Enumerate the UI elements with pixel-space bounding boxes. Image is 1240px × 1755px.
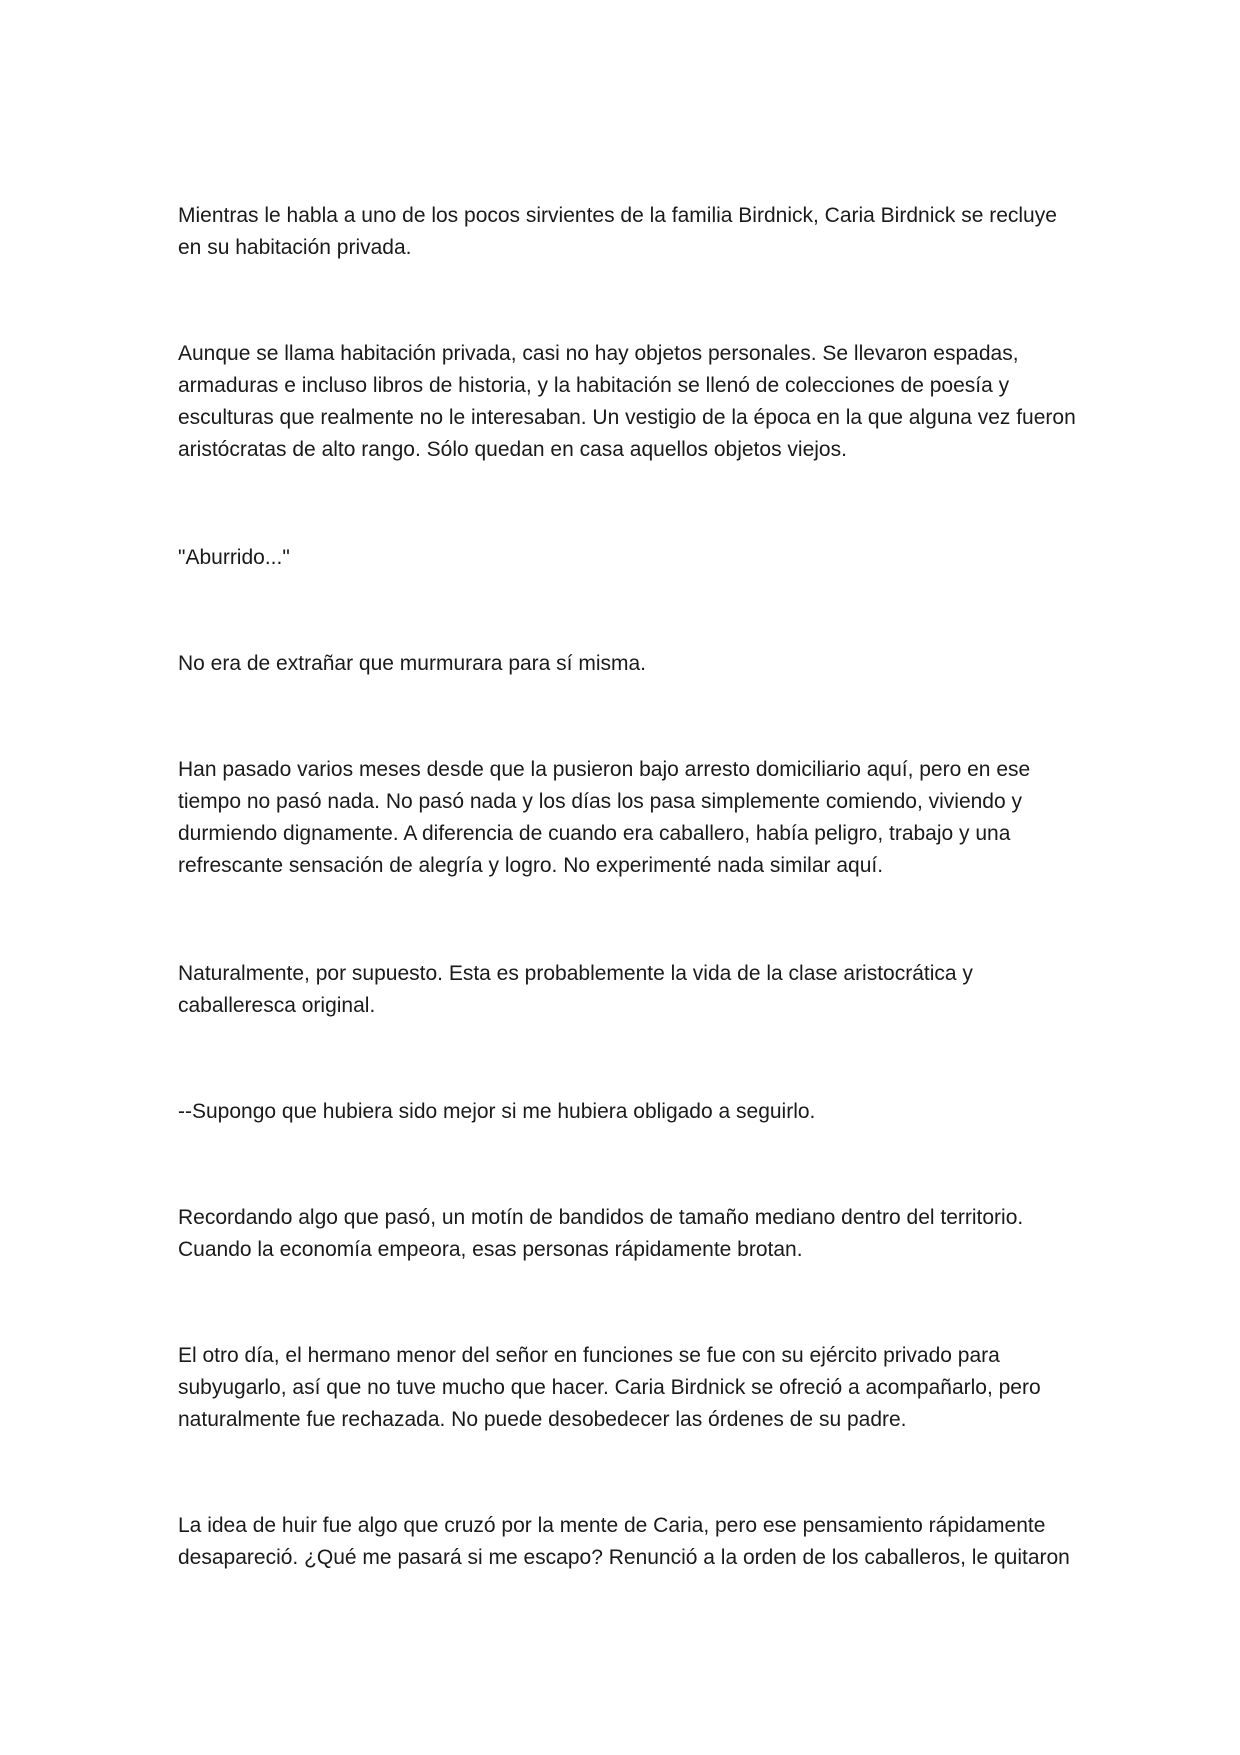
paragraph-6: Naturalmente, por supuesto. Esta es probablemente la vida de la clase aristocrática y caballeresca original.	[178, 962, 973, 1017]
paragraph-3: "Aburrido..."	[178, 546, 290, 569]
paragraph-1: Mientras le habla a uno de los pocos sirvientes de la familia Birdnick, Caria Birdnick se recluye en su habitación privada.	[178, 204, 1057, 259]
paragraph-4: No era de extrañar que murmurara para sí misma.	[178, 652, 647, 675]
paragraph-9: El otro día, el hermano menor del señor en funciones se fue con su ejército privado para subyugarlo, así que no tuve mucho que hacer. Caria Birdnick se ofreció a acompañarlo, pero naturalmente fue rechazada. No puede desobedecer las órdenes de su padre.	[178, 1344, 1041, 1431]
paragraph-8: Recordando algo que pasó, un motín de bandidos de tamaño mediano dentro del territorio. Cuando la economía empeora, esas personas rápidamente brotan.	[178, 1206, 1024, 1261]
paragraph-2: Aunque se llama habitación privada, casi no hay objetos personales. Se llevaron espadas, armaduras e incluso libros de historia, y la habitación se llenó de colecciones de poesía y esculturas que realmente no le interesaban. Un vestigio de la época en la que alguna vez fueron aristócratas de alto rango. Sólo quedan en casa aquellos objetos viejos.	[178, 342, 1076, 461]
paragraph-10: La idea de huir fue algo que cruzó por la mente de Caria, pero ese pensamiento rápidamente desapareció. ¿Qué me pasará si me escapo? Renunció a la orden de los caballeros, le quitaron	[178, 1514, 1070, 1569]
paragraph-7: --Supongo que hubiera sido mejor si me hubiera obligado a seguirlo.	[178, 1100, 816, 1123]
paragraph-5: Han pasado varios meses desde que la pusieron bajo arresto domiciliario aquí, pero en ese tiempo no pasó nada. No pasó nada y los días los pasa simplemente comiendo, viviendo y durmiendo dignamente. A diferencia de cuando era caballero, había peligro, trabajo y una refrescante sensación de alegría y logro. No experimenté nada similar aquí.	[178, 758, 1031, 877]
